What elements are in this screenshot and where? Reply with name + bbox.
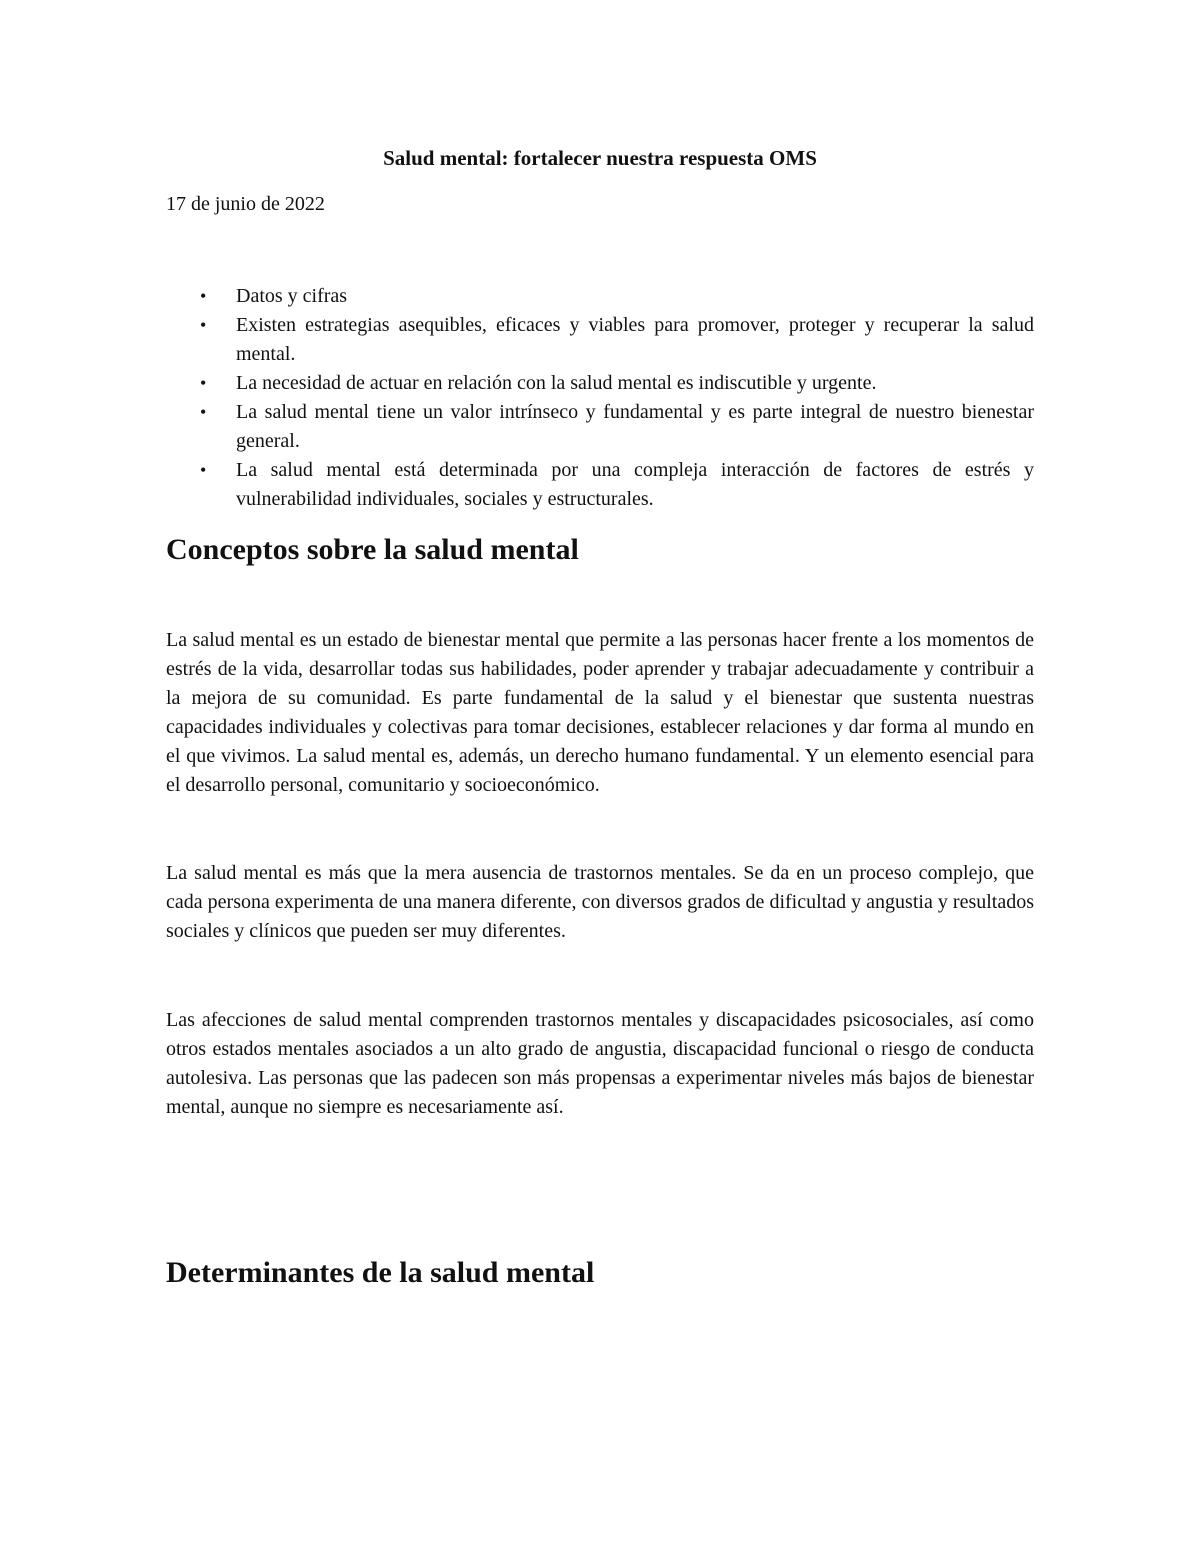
bullet-icon: • bbox=[200, 315, 207, 335]
bullet-icon: • bbox=[200, 373, 207, 393]
list-item bbox=[166, 456, 1034, 514]
document-date: 17 de junio de 2022 bbox=[166, 193, 325, 215]
list-item-text: La salud mental tiene un valor intrínseco y fundamental y es parte integral de nuestro bienestar general. bbox=[236, 401, 1034, 452]
bullet-icon: • bbox=[200, 402, 207, 422]
document-body bbox=[166, 140, 1034, 1287]
list-item bbox=[166, 398, 1034, 456]
paragraph-beyond-absence: La salud mental es más que la mera ausencia de trastornos mentales. Se da en un proceso complejo, que cada persona experimenta de una manera diferente, con diversos grados de dificultad y angustia y resultados sociales y clínicos que pueden ser muy diferentes. bbox=[166, 862, 1034, 942]
section-heading-conceptos: Conceptos sobre la salud mental bbox=[166, 533, 579, 566]
document-title: Salud mental: fortalecer nuestra respuesta OMS bbox=[383, 146, 817, 170]
bullet-icon: • bbox=[200, 286, 207, 306]
list-item-text: La necesidad de actuar en relación con la salud mental es indiscutible y urgente. bbox=[236, 372, 877, 394]
paragraph-definition: La salud mental es un estado de bienestar mental que permite a las personas hacer frente a los momentos de estrés de la vida, desarrollar todas sus habilidades, poder aprender y trabajar adecuadamente y contribuir a la mejora de su comunidad. Es parte fundamental de la salud y el bienestar que sustenta nuestras capacidades individuales y colectivas para tomar decisiones, establecer relaciones y dar forma al mundo en el que vivimos. La salud mental es, además, un derecho humano fundamental. Y un elemento esencial para el desarrollo personal, comunitario y socioeconómico. bbox=[166, 629, 1034, 796]
list-item bbox=[166, 369, 1034, 398]
bullet-icon: • bbox=[200, 460, 207, 480]
section-heading-determinantes: Determinantes de la salud mental bbox=[166, 1256, 595, 1289]
paragraph-conditions: Las afecciones de salud mental comprenden trastornos mentales y discapacidades psicosociales, así como otros estados mentales asociados a un alto grado de angustia, discapacidad funcional o riesgo de conducta autolesiva. Las personas que las padecen son más propensas a experimentar niveles más bajos de bienestar mental, aunque no siempre es necesariamente así. bbox=[166, 1009, 1034, 1118]
facts-list bbox=[166, 282, 1034, 514]
list-item-text: Datos y cifras bbox=[236, 285, 348, 307]
list-item bbox=[166, 282, 1034, 311]
list-item bbox=[166, 311, 1034, 369]
list-item-text: La salud mental está determinada por una compleja interacción de factores de estrés y vulnerabilidad individuales, sociales y estructurales. bbox=[236, 459, 1034, 510]
list-item-text: Existen estrategias asequibles, eficaces y viables para promover, proteger y recuperar la salud mental. bbox=[236, 314, 1034, 365]
